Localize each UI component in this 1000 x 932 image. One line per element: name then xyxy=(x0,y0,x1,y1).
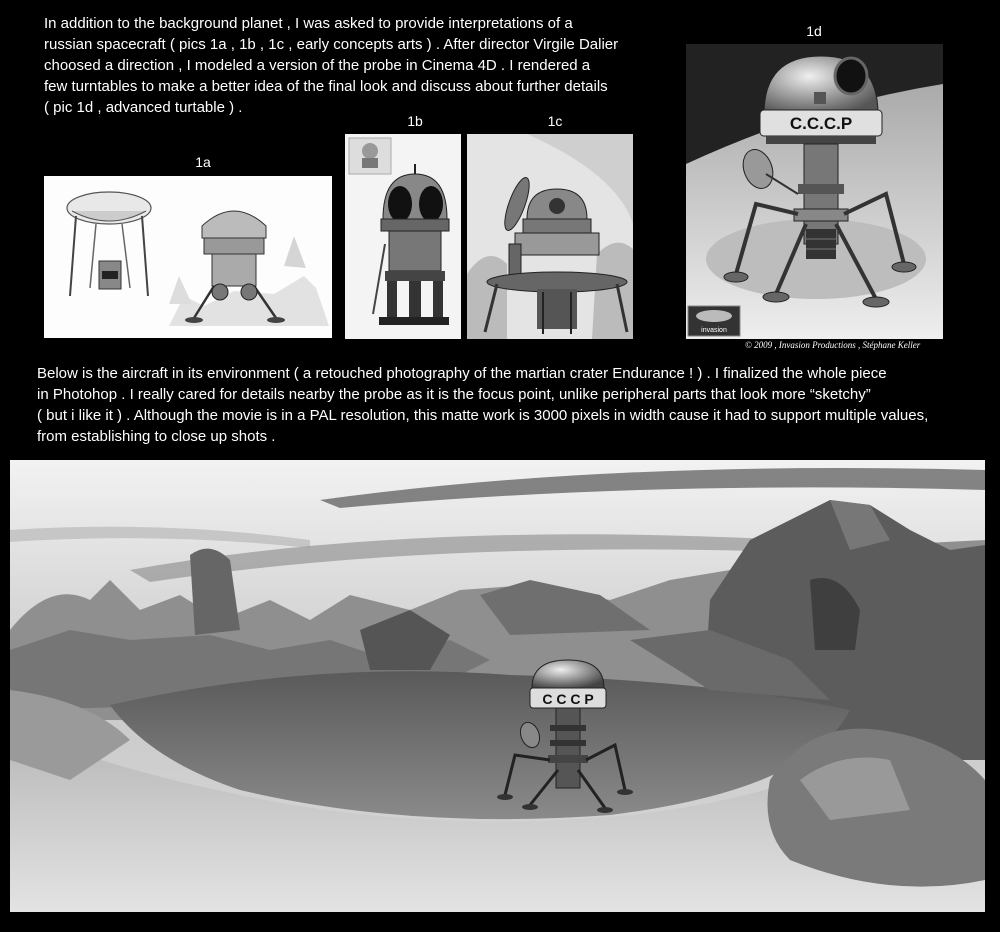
intro-paragraph: In addition to the background planet , I was asked to provide interpretations of a russian spacecraft ( pics 1a , 1b , 1c , early concepts arts ) . After director Virgile Dalier choosed a direction , I modeled a version of the probe in Cinema 4D . I rendered a few turntables to make a better idea of the final look and discuss about further details ( pic 1d , advanced turtable ) . xyxy=(44,15,619,116)
label-1b: 1b xyxy=(407,113,423,129)
label-1a: 1a xyxy=(195,154,211,170)
concept-1b-image xyxy=(345,134,461,339)
concept-1c-image xyxy=(467,134,633,339)
crater-matte-painting xyxy=(10,460,985,912)
concept-1a-image xyxy=(44,176,332,338)
turntable-1d-image xyxy=(686,44,943,339)
probe-lettering-main: C C C P xyxy=(542,691,594,707)
environment-paragraph: Below is the aircraft in its environment ( a retouched photography of the martian crater Endurance ! ) . I finalized the whole piece in Photohop . I really cared for details nearby the probe as it is the focus point, unlike peripheral parts that look more “sketchy” ( but i like it ) . Although the movie is in a PAL resolution, this matte work is 3000 pixels in width cause it had to support multiple values, from establishing to close up shots . xyxy=(37,365,929,445)
copyright-credit: © 2009 , Invasion Productions , Stéphane Keller xyxy=(745,340,921,350)
probe-lettering-1d: C.C.C.P xyxy=(789,114,853,133)
label-1c: 1c xyxy=(547,113,563,129)
watermark-logo: invasion xyxy=(701,327,727,334)
label-1d: 1d xyxy=(806,23,822,39)
